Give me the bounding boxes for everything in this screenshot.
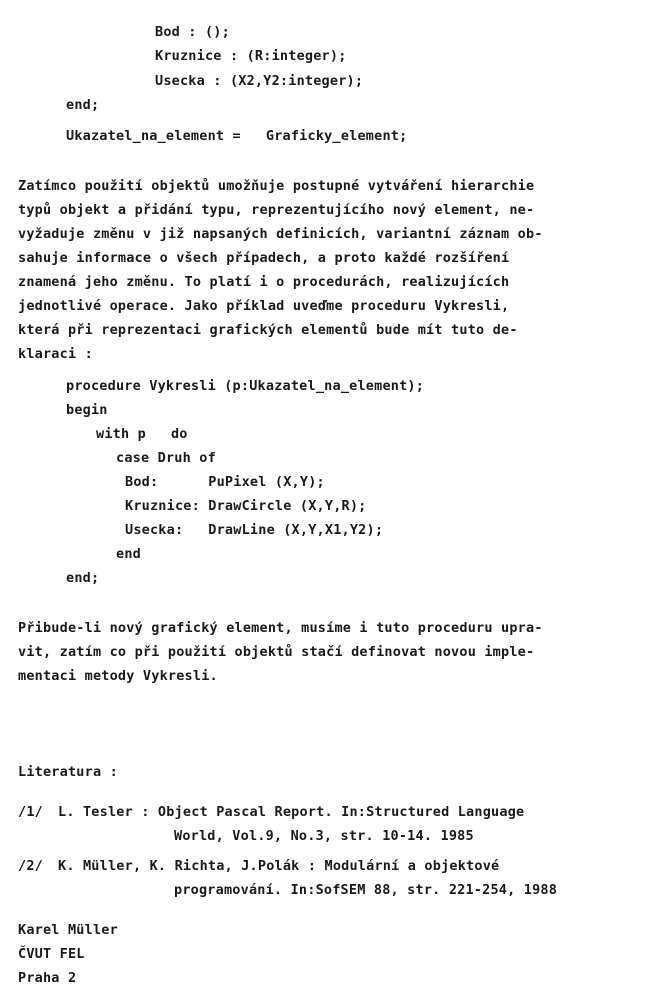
paragraph1-line: jednotlivé operace. Jako příklad uveďme proceduru Vykresli, <box>18 298 510 314</box>
code-procedure-with: with p do <box>96 426 188 442</box>
paragraph1-line: sahuje informace o všech případech, a proto každé rozšíření <box>18 250 510 266</box>
author-city: Praha 2 <box>18 970 77 986</box>
code-line-usecka: Usecka : (X2,Y2:integer); <box>155 73 364 89</box>
literature-heading: Literatura : <box>18 764 118 780</box>
code-procedure-begin: begin <box>66 402 108 418</box>
paragraph2-line: vit, zatím co při použití objektů stačí definovat novou imple- <box>18 644 535 660</box>
paragraph1-line: typů objekt a přidání typu, reprezentujícího nový element, ne- <box>18 202 535 218</box>
paragraph1-line: klaraci : <box>18 346 93 362</box>
code-procedure-kruznice: Kruznice: DrawCircle (X,Y,R); <box>125 498 367 514</box>
reference-text: programování. In:SofSEM 88, str. 221-254, 1988 <box>174 882 558 898</box>
reference-text: K. Müller, K. Richta, J.Polák : Modulární a objektové <box>58 858 500 874</box>
paragraph1-line: vyžaduje změnu v již napsaných definicích, variantní záznam ob- <box>18 226 543 242</box>
code-procedure-usecka: Usecka: DrawLine (X,Y,X1,Y2); <box>125 522 384 538</box>
paragraph2-line: mentaci metody Vykresli. <box>18 668 218 684</box>
reference-text: L. Tesler : Object Pascal Report. In:Structured Language <box>58 804 525 820</box>
code-procedure-header: procedure Vykresli (p:Ukazatel_na_element); <box>66 378 425 394</box>
paragraph1-line: znamená jeho změnu. To platí i o procedurách, realizujících <box>18 274 510 290</box>
code-procedure-case: case Druh of <box>116 450 216 466</box>
code-procedure-case-end: end <box>116 546 141 562</box>
paragraph1-line: která při reprezentaci grafických elementů bude mít tuto de- <box>18 322 518 338</box>
reference-number: /1/ <box>18 804 43 820</box>
reference-text: World, Vol.9, No.3, str. 10-14. 1985 <box>174 828 474 844</box>
author-institution: ČVUT FEL <box>18 946 85 962</box>
code-procedure-bod: Bod: PuPixel (X,Y); <box>125 474 325 490</box>
code-line-bod: Bod : (); <box>155 24 230 40</box>
reference-number: /2/ <box>18 858 43 874</box>
code-procedure-end: end; <box>66 570 100 586</box>
paragraph2-line: Přibude-li nový grafický element, musíme i tuto proceduru upra- <box>18 620 543 636</box>
paragraph1-line: Zatímco použití objektů umožňuje postupné vytváření hierarchie <box>18 178 535 194</box>
code-line-end: end; <box>66 97 100 113</box>
code-line-type-alias: Ukazatel_na_element = Graficky_element; <box>66 128 408 144</box>
code-line-kruznice: Kruznice : (R:integer); <box>155 48 347 64</box>
author-name: Karel Müller <box>18 922 118 938</box>
